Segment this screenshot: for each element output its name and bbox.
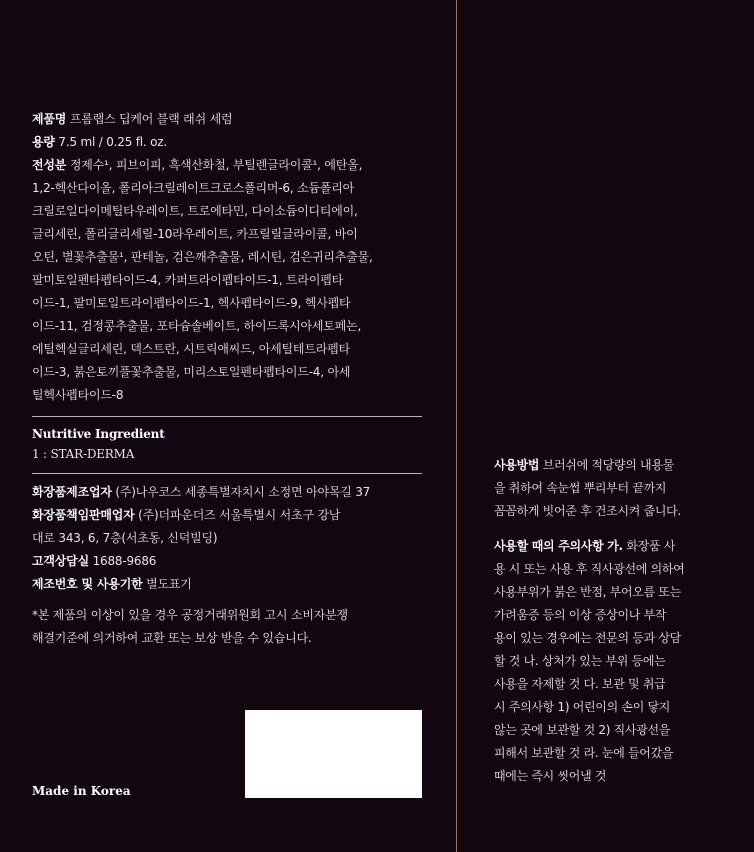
manufacturer-value: (주)나우코스 세종특별자치시 소정면 아야목길 37 [115, 485, 371, 499]
notice-line: 해결기준에 의거하여 교환 또는 보상 받을 수 있습니다. [32, 631, 312, 645]
divider [32, 416, 422, 417]
usage-label: 사용방법 [494, 458, 540, 472]
caution-line: 가려움증 등의 이상 증상이나 부작 [494, 608, 667, 622]
label-panel-left [32, 108, 424, 650]
lot-expiry-label: 제조번호 및 사용기한 [32, 577, 143, 591]
caution-line: 피해서 보관할 것 라. 눈에 들어갔을 [494, 746, 674, 760]
caution-line: 시 주의사항 1) 어린이의 손이 닿지 [494, 700, 671, 714]
ingredients-line [32, 154, 424, 177]
nutritive-note: 1 : STAR-DERMA [32, 447, 135, 461]
barcode-area [245, 710, 422, 798]
ingredients-label: 전성분 [32, 158, 67, 172]
origin-label: Made in Korea [32, 784, 131, 798]
customer-service-row [32, 550, 424, 573]
ingredients-text: 정제수¹, 피브이피, 흑색산화철, 부틸렌글라이콜¹, 에탄올, [69, 158, 363, 172]
notice-line: *본 제품의 이상이 있을 경우 공정거래위원회 고시 소비자분쟁 [32, 608, 348, 622]
usage-line [494, 454, 724, 477]
caution-line: 용이 있는 경우에는 전문의 등과 상담 [494, 631, 681, 645]
seller-value: (주)더파운더즈 서울특별시 서초구 강남 [138, 508, 341, 522]
caution-block [494, 535, 724, 788]
customer-service-label: 고객상담실 [32, 554, 89, 568]
caution-label: 사용할 때의 주의사항 가. [494, 539, 623, 553]
caution-line [494, 535, 724, 558]
volume-row [32, 131, 424, 154]
ingredients-line: 이드-3, 붉은토끼풀꽃추출물, 미리스토일펜타펩타이드-4, 아세 [32, 365, 351, 379]
usage-line: 꼼꼼하게 빗어준 후 건조시켜 줍니다. [494, 504, 681, 518]
seller-address-line: 대로 343, 6, 7층(서초동, 신덕빌딩) [32, 531, 218, 545]
seller-row [32, 504, 424, 527]
product-name-row [32, 108, 424, 131]
caution-line: 않는 곳에 보관할 것 2) 직사광선을 [494, 723, 671, 737]
caution-line: 사용을 자제할 것 다. 보관 및 취급 [494, 677, 666, 691]
caution-line: 용 시 또는 사용 후 직사광선에 의하여 [494, 562, 685, 576]
manufacturer-label: 화장품제조업자 [32, 485, 112, 499]
volume-label: 용량 [32, 135, 55, 149]
ingredients-line: 글리세린, 폴리글리세릴-10라우레이트, 카프릴릴글라이콜, 바이 [32, 227, 358, 241]
lot-expiry-value: 별도표기 [146, 577, 192, 591]
ingredients-line: 틸헥사펩타이드-8 [32, 388, 124, 402]
product-name-value: 프롬랩스 딥케어 블랙 래쉬 세럼 [69, 112, 233, 126]
usage-block [494, 454, 724, 523]
ingredients-line: 팔미토일펜타펩타이드-4, 카퍼트라이펩타이드-1, 트라이펩타 [32, 273, 343, 287]
manufacturer-row [32, 481, 424, 504]
caution-line: 사용부위가 붉은 반점, 부어오름 또는 [494, 585, 681, 599]
usage-text: 브러쉬에 적당량의 내용물 [542, 458, 674, 472]
lot-expiry-row [32, 573, 424, 596]
ingredients-line: 이드-11, 검정콩추출물, 포타슘솔베이트, 하이드록시아세토페논, [32, 319, 362, 333]
seller-label: 화장품책임판매업자 [32, 508, 135, 522]
label-panel-right [494, 454, 724, 800]
product-name-label: 제품명 [32, 112, 67, 126]
nutritive-heading: Nutritive Ingredient [32, 427, 165, 441]
ingredients-line: 1,2-헥산다이올, 폴리아크릴레이트크로스폴리머-6, 소듐폴리아 [32, 181, 355, 195]
ingredients-line: 크릴로일다이메틸타우레이트, 트로에타민, 다이소듐이디티에이, [32, 204, 358, 218]
ingredients-block [32, 154, 424, 407]
fold-line [456, 0, 457, 852]
divider [32, 473, 422, 474]
customer-service-phone: 1688-9686 [92, 554, 157, 568]
caution-line: 할 것 나. 상처가 있는 부위 등에는 [494, 654, 666, 668]
caution-text: 화장품 사 [626, 539, 676, 553]
ingredients-line: 이드-1, 팔미토일트라이펩타이드-1, 헥사펩타이드-9, 헥사펩타 [32, 296, 351, 310]
caution-line: 때에는 즉시 씻어낼 것 [494, 769, 607, 783]
ingredients-line: 오틴, 별꽃추출물¹, 판테놀, 검은깨추출물, 레시틴, 검은귀리추출물, [32, 250, 373, 264]
usage-line: 을 취하여 속눈썹 뿌리부터 끝까지 [494, 481, 667, 495]
ingredients-line: 에틸헥실글리세린, 덱스트란, 시트릭애씨드, 아세틸테트라펩타 [32, 342, 350, 356]
volume-value: 7.5 ml / 0.25 fl. oz. [58, 135, 167, 149]
